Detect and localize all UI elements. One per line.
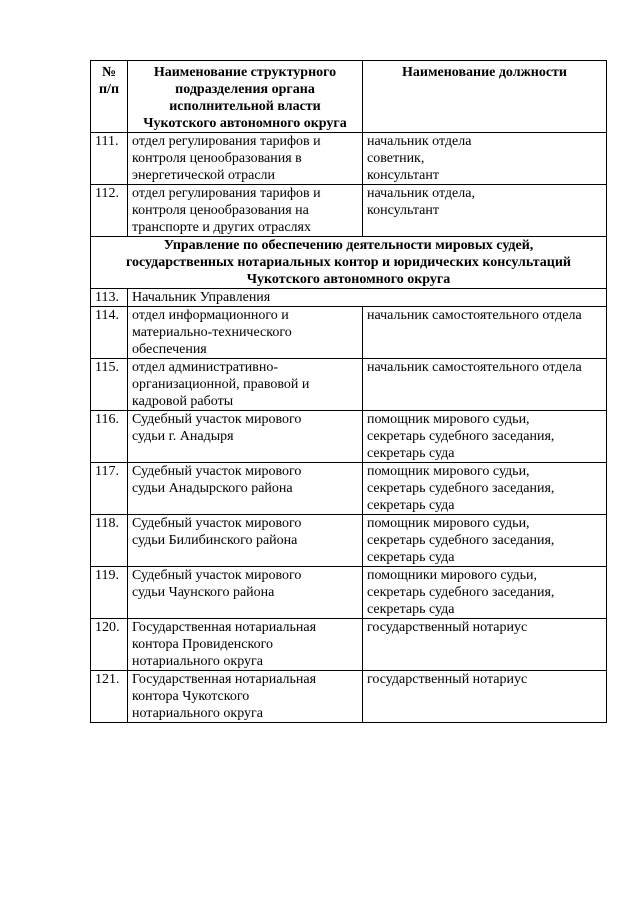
position-line: секретарь суда [367,498,455,513]
table-row [91,671,607,723]
position-cell [363,133,607,185]
unit-line: контроля ценообразования в [132,151,302,166]
section-row [91,237,607,289]
header-unit-line: Чукотского автономного округа [143,116,347,131]
section-heading-line: Чукотского автономного округа [246,272,451,287]
position-line: начальник отдела [367,134,472,149]
position-line: государственный нотариус [367,672,528,687]
header-unit-line: подразделения органа [175,82,315,97]
position-line: помощники мирового судьи, [367,568,538,583]
row-number: 121. [91,671,128,723]
table-row [91,515,607,567]
unit-cell [128,463,363,515]
row-number: 118. [91,515,128,567]
position-line: консультант [367,203,439,218]
unit-cell [128,567,363,619]
unit-line: отдел информационного и [132,308,289,323]
table-row [91,463,607,515]
unit-cell [128,619,363,671]
unit-line: обеспечения [132,342,207,357]
header-unit-line: исполнительной власти [169,99,321,114]
unit-cell [128,307,363,359]
unit-line: Судебный участок мирового [132,464,302,479]
unit-line: судьи г. Анадыря [132,429,234,444]
position-line: секретарь суда [367,446,455,461]
position-line: начальник самостоятельного отдела [367,360,582,375]
unit-line: Судебный участок мирового [132,516,302,531]
unit-line: энергетической отрасли [132,168,276,183]
position-line: секретарь суда [367,602,455,617]
header-unit-line: Наименование структурного [153,65,337,80]
table-row [91,289,607,307]
unit-cell [128,359,363,411]
table-row [91,359,607,411]
row-number: 117. [91,463,128,515]
position-cell [363,567,607,619]
table-row [91,185,607,237]
unit-line: Государственная нотариальная [132,672,317,687]
table-row [91,619,607,671]
unit-line: судьи Чаунского района [132,585,275,600]
row-number: 116. [91,411,128,463]
section-heading-line: Управление по обеспечению деятельности мировых судей, [163,238,534,253]
position-cell [363,185,607,237]
position-line: секретарь судебного заседания, [367,585,555,600]
table-row [91,307,607,359]
position-line: государственный нотариус [367,620,528,635]
section-heading-line: государственных нотариальных контор и юридических консультаций [125,255,572,270]
position-line: консультант [367,168,439,183]
position-cell [363,619,607,671]
header-position-name [363,61,607,133]
unit-line: организационной, правовой и [132,377,310,392]
header-number-line: п/п [98,82,120,97]
unit-line: судьи Анадырского района [132,481,293,496]
position-line: помощник мирового судьи, [367,464,530,479]
position-cell [363,515,607,567]
position-line: помощник мирового судьи, [367,412,530,427]
position-line: помощник мирового судьи, [367,516,530,531]
header-number [91,61,128,133]
table-header-row [91,61,607,133]
row-number: 113. [91,289,128,307]
unit-cell [128,411,363,463]
unit-line: Государственная нотариальная [132,620,317,635]
position-line: секретарь судебного заседания, [367,481,555,496]
unit-cell [128,289,607,307]
unit-line: Судебный участок мирового [132,568,302,583]
row-number: 115. [91,359,128,411]
position-cell [363,463,607,515]
row-number: 114. [91,307,128,359]
unit-cell [128,515,363,567]
position-line: начальник самостоятельного отдела [367,308,582,323]
header-unit-name [128,61,363,133]
unit-line: контора Провиденского [132,637,273,652]
row-number: 119. [91,567,128,619]
position-line: советник, [367,151,425,166]
position-line: начальник отдела, [367,186,475,201]
unit-line: судьи Билибинского района [132,533,298,548]
unit-line: нотариального округа [132,654,263,669]
row-number: 120. [91,619,128,671]
position-line: секретарь судебного заседания, [367,533,555,548]
unit-line: Начальник Управления [132,290,271,305]
unit-line: материально-технического [132,325,292,340]
position-cell [363,307,607,359]
position-cell [363,671,607,723]
position-cell [363,359,607,411]
position-cell [363,411,607,463]
unit-line: отдел административно- [132,360,278,375]
table-row [91,133,607,185]
unit-line: контроля ценообразования на [132,203,309,218]
position-line: секретарь судебного заседания, [367,429,555,444]
position-line: секретарь суда [367,550,455,565]
table-row [91,567,607,619]
unit-line: отдел регулирования тарифов и [132,134,321,149]
positions-table [90,60,607,723]
section-heading [91,237,607,289]
unit-cell [128,133,363,185]
header-number-line: № [101,65,117,80]
unit-line: нотариального округа [132,706,263,721]
table-row [91,411,607,463]
unit-line: Судебный участок мирового [132,412,302,427]
header-position-line: Наименование должности [402,65,567,80]
unit-line: отдел регулирования тарифов и [132,186,321,201]
row-number: 112. [91,185,128,237]
unit-cell [128,671,363,723]
unit-cell [128,185,363,237]
row-number: 111. [91,133,128,185]
unit-line: кадровой работы [132,394,234,409]
unit-line: транспорте и других отраслях [132,220,311,235]
unit-line: контора Чукотского [132,689,250,704]
